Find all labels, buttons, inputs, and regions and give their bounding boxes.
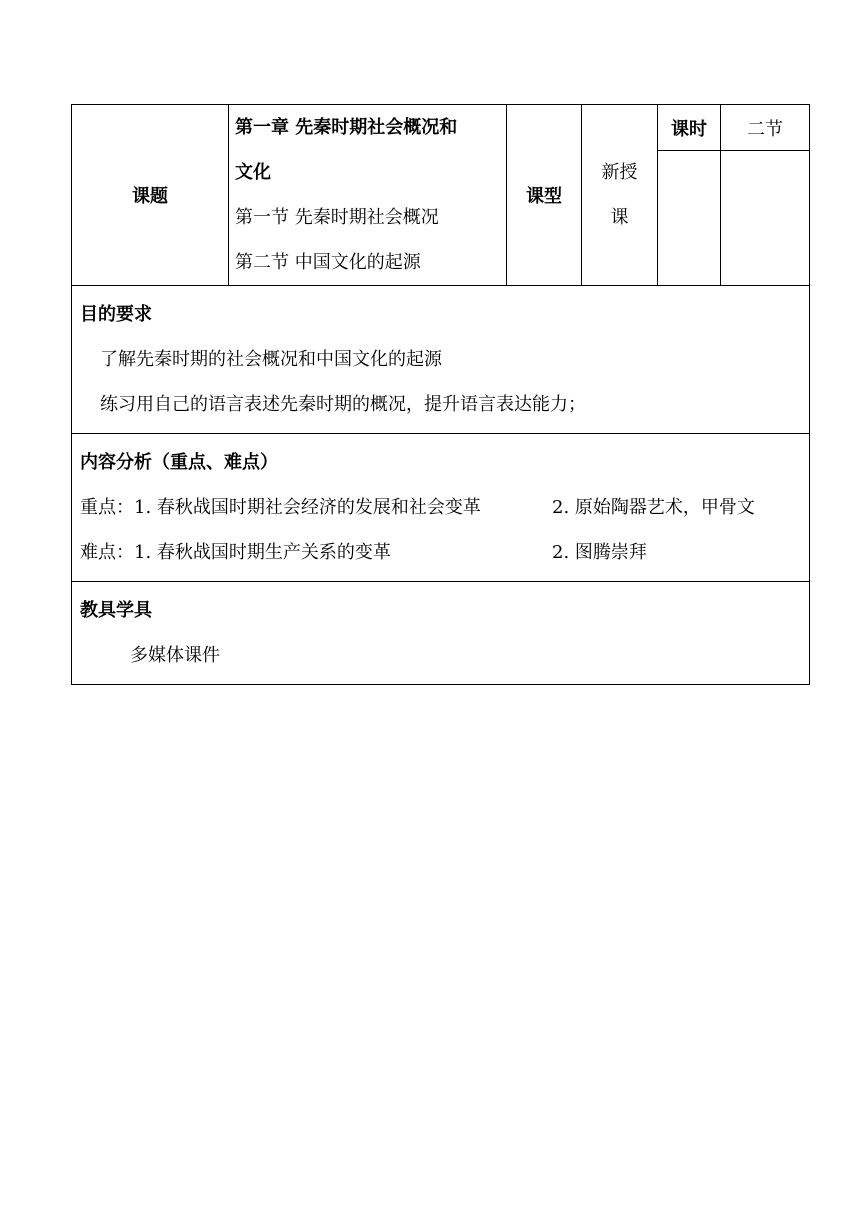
- type-value-line-2: 课: [610, 207, 629, 228]
- section-1-title: 第一节 先秦时期社会概况: [235, 207, 439, 228]
- hours-label: 课时: [658, 105, 721, 151]
- lesson-plan-table: [71, 104, 810, 685]
- key-point-1: 重点：1. 春秋战国时期社会经济的发展和社会变革: [80, 497, 481, 518]
- hours-empty-cell: [658, 151, 721, 286]
- objectives-heading: 目的要求: [80, 304, 152, 325]
- lesson-plan-document: [71, 104, 809, 685]
- tools-content: 多媒体课件: [130, 645, 220, 666]
- key-points-row: [80, 485, 801, 530]
- hours-value: 二节: [721, 105, 810, 151]
- chapter-title-cont: 文化: [235, 162, 271, 183]
- topic-label: 课题: [72, 105, 229, 286]
- type-value: [582, 105, 658, 286]
- hours-empty-cell-2: [721, 151, 810, 286]
- analysis-heading: 内容分析（重点、难点）: [80, 452, 278, 473]
- chapter-title: 第一章 先秦时期社会概况和: [235, 117, 458, 138]
- type-label: 课型: [507, 105, 582, 286]
- difficult-point-2: 2. 图腾崇拜: [552, 542, 647, 563]
- tools-heading: 教具学具: [80, 600, 152, 621]
- analysis-section: [72, 434, 810, 582]
- objectives-section: [72, 286, 810, 434]
- key-point-2: 2. 原始陶器艺术，甲骨文: [552, 497, 755, 518]
- difficult-points-row: [80, 530, 801, 575]
- objective-item: 练习用自己的语言表述先秦时期的概况，提升语言表达能力；: [100, 394, 586, 415]
- section-2-title: 第二节 中国文化的起源: [235, 252, 421, 273]
- difficult-point-1: 难点：1. 春秋战国时期生产关系的变革: [80, 542, 391, 563]
- type-value-line-1: 新授: [601, 162, 638, 183]
- topic-content: [229, 105, 507, 286]
- tools-section: [72, 582, 810, 685]
- objective-item: 了解先秦时期的社会概况和中国文化的起源: [100, 349, 442, 370]
